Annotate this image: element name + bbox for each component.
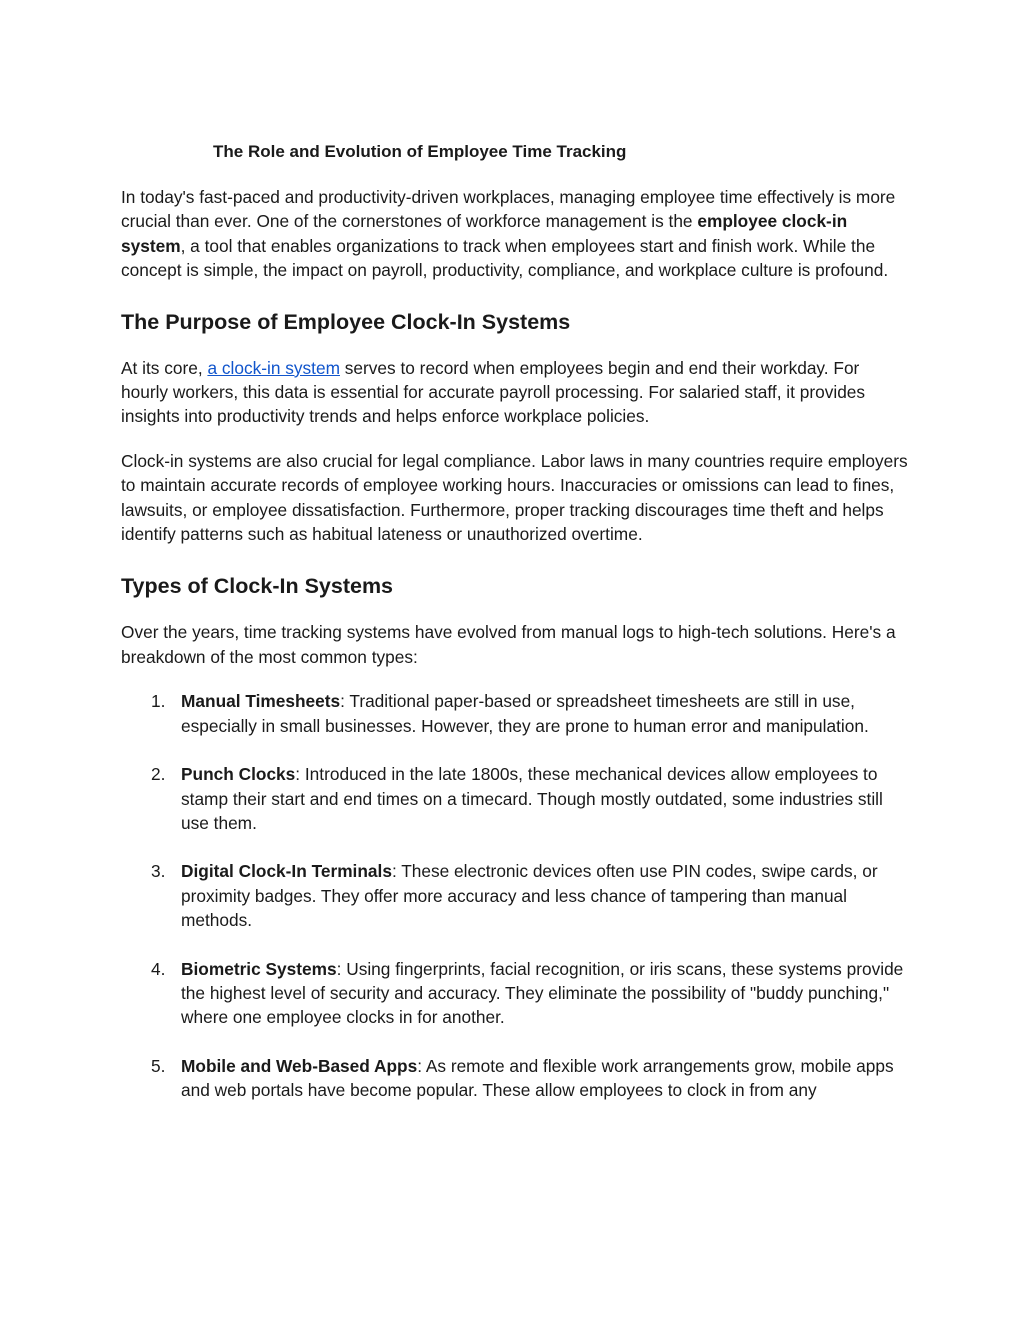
list-item-text: : These electronic devices often use PIN codes, swipe cards, or proximity badges. They offer more accuracy and less chance of tampering than manual methods. bbox=[181, 861, 878, 931]
purpose-paragraph-1 bbox=[121, 356, 911, 429]
purpose-paragraph-2: Clock-in systems are also crucial for legal compliance. Labor laws in many countries require employers to maintain accurate records of employee working hours. Inaccuracies or omissions can lead to fines, lawsuits, or employee dissatisfaction. Furthermore, proper tracking discourages time theft and helps identify patterns such as habitual lateness or unauthorized overtime. bbox=[121, 450, 908, 545]
list-item-text: : Introduced in the late 1800s, these mechanical devices allow employees to stamp their start and end times on a timecard. Though mostly outdated, some industries still use them. bbox=[181, 764, 883, 833]
section-heading-purpose: The Purpose of Employee Clock-In Systems bbox=[121, 309, 571, 334]
list-item-term: Punch Clocks bbox=[181, 764, 296, 785]
list-item-term: Digital Clock-In Terminals bbox=[181, 861, 392, 882]
list-item bbox=[121, 859, 911, 932]
purpose-p1-end: serves to record when employees begin and end their workday. For hourly workers, this data is essential for accurate payroll processing. For salaried staff, it provides insights into productivity trends and helps enforce workplace policies. bbox=[121, 357, 866, 427]
list-item bbox=[121, 689, 911, 738]
list-item-text: : Using fingerprints, facial recognition, or iris scans, these systems provide the highest level of security and accuracy. They eliminate the possibility of "buddy punching," where one employee clocks in for another. bbox=[181, 958, 904, 1028]
types-list bbox=[121, 689, 911, 1102]
section-heading-types: Types of Clock-In Systems bbox=[121, 574, 394, 599]
list-item-text: : As remote and flexible work arrangements grow, mobile apps and web portals have become popular. These allow employees to clock in from any bbox=[181, 1055, 894, 1101]
intro-text-end: , a tool that enables organizations to track when employees start and finish work. While the concept is simple, the impact on payroll, productivity, compliance, and workplace culture is profound. bbox=[121, 235, 889, 281]
list-item bbox=[121, 762, 911, 835]
types-intro-paragraph: Over the years, time tracking systems have evolved from manual logs to high-tech solutions. Here's a breakdown of the most common types: bbox=[121, 622, 896, 667]
list-item bbox=[121, 1054, 911, 1103]
list-item bbox=[121, 957, 911, 1030]
list-item-number: 5. bbox=[151, 1055, 166, 1076]
list-item-number: 2. bbox=[151, 764, 166, 785]
purpose-p1-start: At its core, bbox=[121, 357, 208, 378]
document-page bbox=[121, 138, 911, 1127]
clock-in-system-link[interactable]: a clock-in system bbox=[207, 357, 340, 378]
list-item-text: : Traditional paper-based or spreadsheet timesheets are still in use, especially in small businesses. However, they are prone to human error and manipulation. bbox=[181, 691, 869, 736]
list-item-term: Biometric Systems bbox=[181, 958, 337, 979]
intro-paragraph bbox=[121, 185, 911, 283]
list-item-term: Mobile and Web-Based Apps bbox=[181, 1055, 418, 1076]
list-item-number: 3. bbox=[151, 861, 166, 882]
list-item-term: Manual Timesheets bbox=[181, 691, 341, 712]
document-title: The Role and Evolution of Employee Time Tracking bbox=[213, 142, 627, 161]
intro-text-start: In today's fast-paced and productivity-driven workplaces, managing employee time effectively is more crucial than ever. One of the cornerstones of workforce management is the bbox=[121, 187, 896, 232]
list-item-number: 1. bbox=[151, 691, 166, 712]
intro-bold-term: employee clock-in system bbox=[121, 211, 848, 256]
list-item-number: 4. bbox=[151, 958, 166, 979]
